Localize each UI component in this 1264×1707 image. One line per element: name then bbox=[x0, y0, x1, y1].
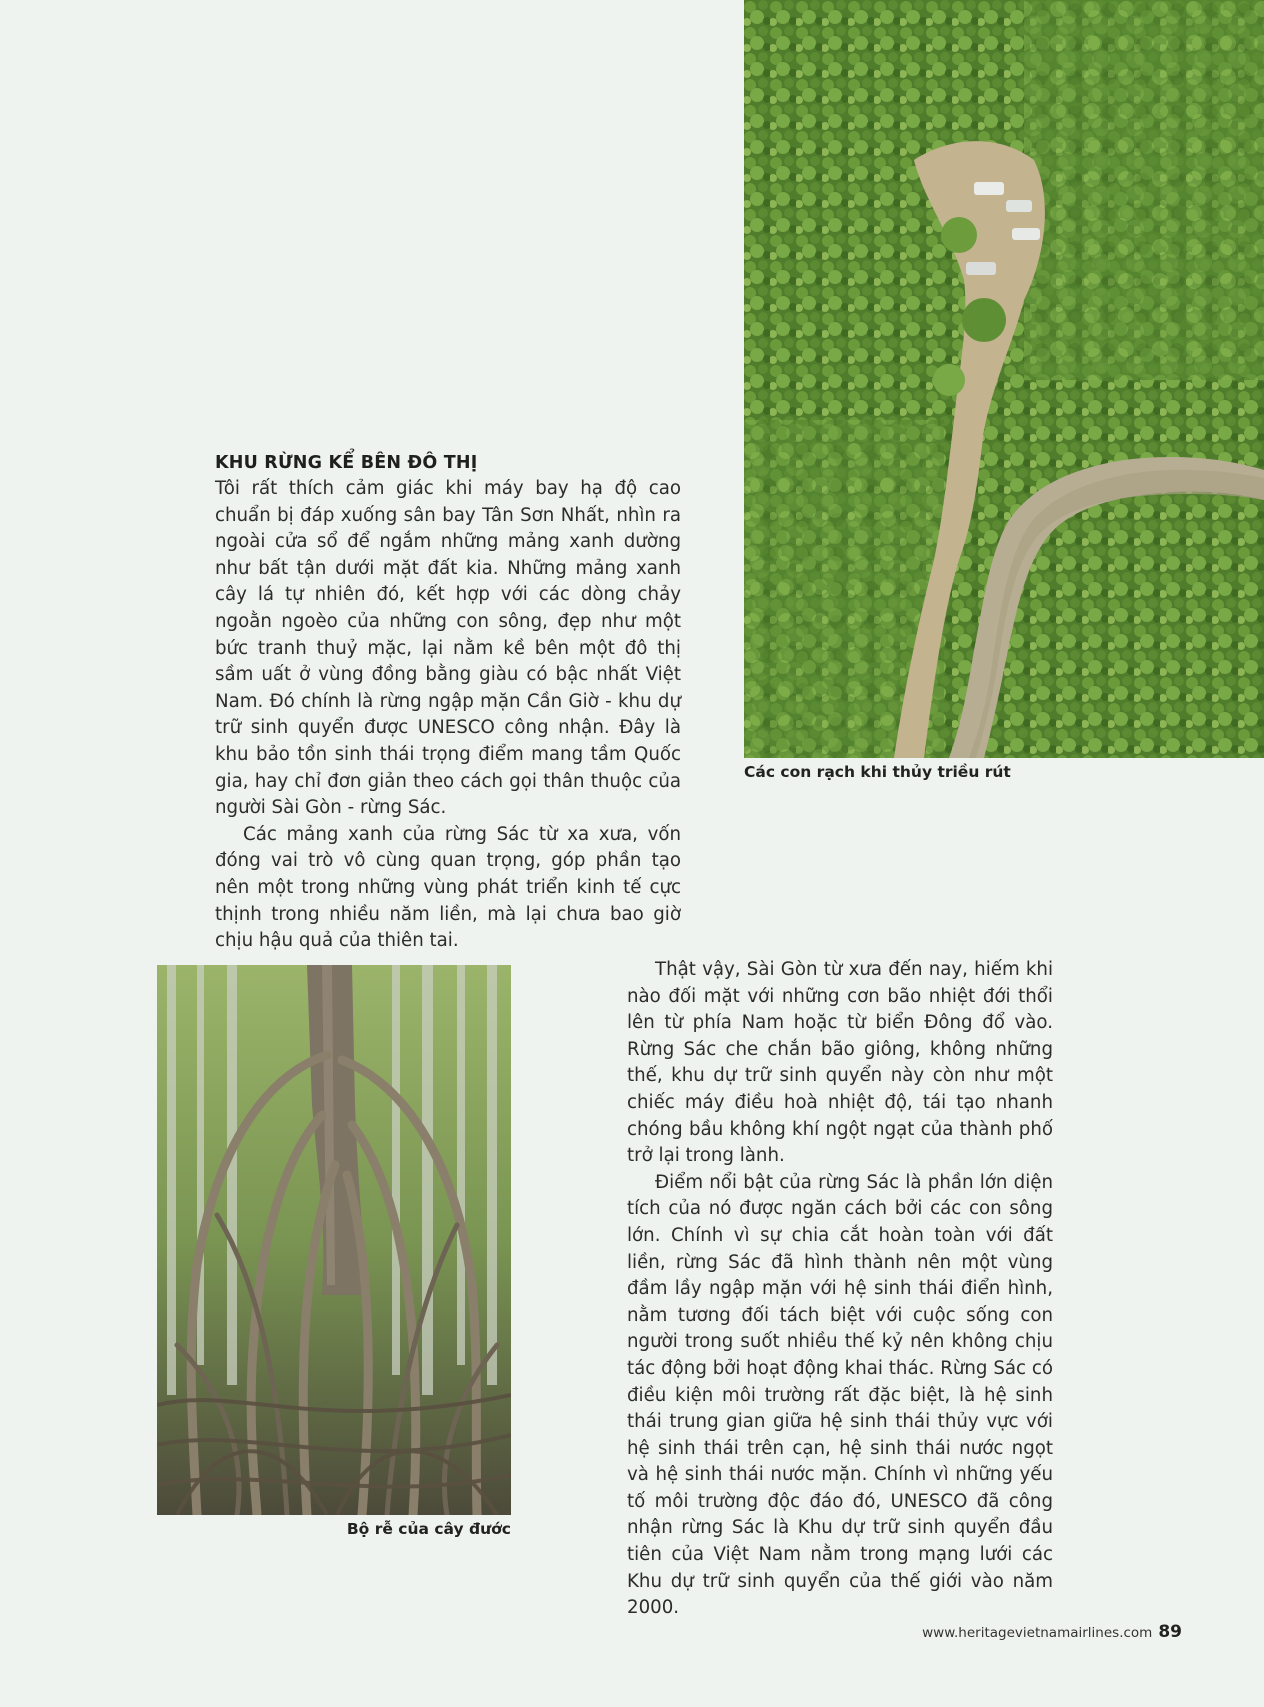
aerial-photo-caption: Các con rạch khi thủy triều rút bbox=[744, 763, 1011, 781]
paragraph: Các mảng xanh của rừng Sác từ xa xưa, vốn đóng vai trò vô cùng quan trọng, góp phần tạo nên một trong những vùng phát triển kinh tế cực thịnh trong nhiều năm liền, mà lại chưa bao giờ chịu hậu quả của thiên tai. bbox=[215, 823, 681, 952]
paragraph: Thật vậy, Sài Gòn từ xưa đến nay, hiếm khi nào đối mặt với những cơn bão nhiệt đới thổi lên từ phía Nam hoặc từ biển Đông đổ vào. Rừng Sác che chắn bão giông, không những thế, khu dự trữ sinh quyển này còn như một chiếc máy điều hoà nhiệt độ, tái tạo nhanh chóng bầu không khí ngột ngạt của thành phố trở lại trong lành. bbox=[627, 959, 1053, 1167]
roots-photo-caption: Bộ rễ của cây đước bbox=[346, 1520, 511, 1538]
website-link[interactable]: www.heritagevietnamairlines.com bbox=[922, 1625, 1153, 1641]
page-number: 89 bbox=[1158, 1622, 1182, 1642]
right-text-column bbox=[627, 957, 1053, 1622]
section-heading: KHU RỪNG KỂ BÊN ĐÔ THỊ bbox=[215, 453, 478, 473]
paragraph: Điểm nổi bật của rừng Sác là phần lớn diện tích của nó được ngăn cách bởi các con sông lớn. Chính vì sự chia cắt hoàn toàn với đất liền, rừng Sác đã hình thành nên một vùng đầm lầy ngập mặn với hệ sinh thái điển hình, nằm tương đối tách biệt với cuộc sống con người trong suốt nhiều thế kỷ nên không chịu tác động bởi hoạt động khai thác. Rừng Sác có điều kiện môi trường rất đặc biệt, là hệ sinh thái trung gian giữa hệ sinh thái thủy vực với hệ sinh thái trên cạn, hệ sinh thái nước ngọt và hệ sinh thái nước mặn. Chính vì những yếu tố môi trường độc đáo đó, UNESCO đã công nhận rừng Sác là Khu dự trữ sinh quyển đầu tiên của Việt Nam nằm trong mạng lưới các Khu dự trữ sinh quyển của thế giới vào năm 2000. bbox=[627, 1171, 1053, 1619]
paragraph: Tôi rất thích cảm giác khi máy bay hạ độ cao chuẩn bị đáp xuống sân bay Tân Sơn Nhất, nhìn ra ngoài cửa sổ để ngắm những mảng xanh dường như bất tận dưới mặt đất kia. Những mảng xanh cây lá tự nhiên đó, kết hợp với các dòng chảy ngoằn ngoèo của những con sông, đẹp như một bức tranh thuỷ mặc, lại nằm kề bên một đô thị sầm uất ở vùng đồng bằng giàu có bậc nhất Việt Nam. Đó chính là rừng ngập mặn Cần Giờ - khu dự trữ sinh quyển được UNESCO công nhận. Đây là khu bảo tồn sinh thái trọng điểm mang tầm Quốc gia, hay chỉ đơn giản theo cách gọi thân thuộc của người Sài Gòn - rừng Sác. bbox=[215, 478, 681, 819]
mangrove-roots-photo bbox=[157, 965, 511, 1515]
left-text-column bbox=[215, 450, 681, 955]
aerial-mangrove-photo bbox=[744, 0, 1264, 758]
page-footer bbox=[922, 1622, 1182, 1642]
